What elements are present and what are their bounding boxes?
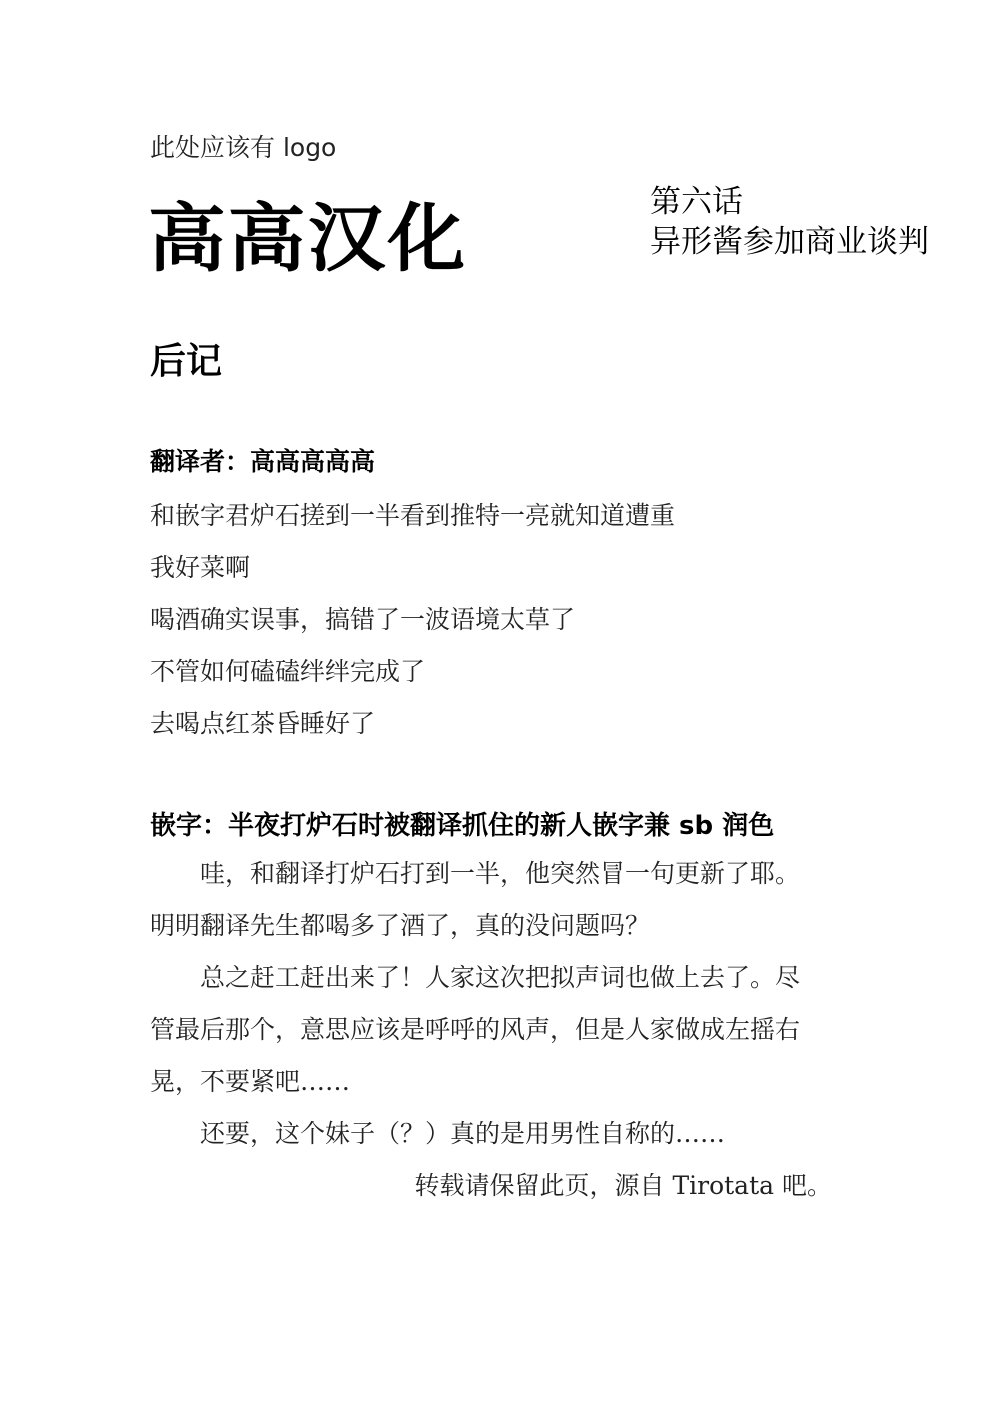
translator-notes xyxy=(150,490,675,750)
paragraph-line: 晃，不要紧吧…… xyxy=(150,1067,351,1096)
afterword-heading: 后记 xyxy=(150,341,223,382)
typesetter-paragraph xyxy=(150,1108,850,1160)
translator-line: 和嵌字君炉石搓到一半看到推特一亮就知道遭重 xyxy=(150,501,676,530)
typesetter-paragraph xyxy=(150,848,850,952)
translator-line: 喝酒确实误事，搞错了一波语境太草了 xyxy=(150,605,576,634)
typesetter-paragraph xyxy=(150,952,850,1108)
episode-title: 异形酱参加商业谈判 xyxy=(650,224,929,260)
group-name-title: 高高汉化 xyxy=(148,196,468,282)
paragraph-line: 总之赶工赶出来了！人家这次把拟声词也做上去了。尽 xyxy=(200,963,801,992)
episode-number: 第六话 xyxy=(650,184,743,220)
paragraph-line: 哇，和翻译打炉石打到一半，他突然冒一句更新了耶。 xyxy=(200,859,801,888)
paragraph-line: 管最后那个，意思应该是呼呼的风声，但是人家做成左摇右 xyxy=(150,1015,801,1044)
translator-line: 我好菜啊 xyxy=(150,553,251,582)
paragraph-line: 明明翻译先生都喝多了酒了，真的没问题吗？ xyxy=(150,911,651,940)
typesetter-heading: 嵌字：半夜打炉石时被翻译抓住的新人嵌字兼 sb 润色 xyxy=(150,811,775,841)
translator-heading: 翻译者：高高高高高 xyxy=(150,447,376,476)
translator-line: 去喝点红茶昏睡好了 xyxy=(150,709,376,738)
paragraph-line: 还要，这个妹子（？）真的是用男性自称的…… xyxy=(200,1119,726,1148)
episode-info xyxy=(650,182,929,262)
translator-line: 不管如何磕磕绊绊完成了 xyxy=(150,657,426,686)
logo-placeholder-note: 此处应该有 logo xyxy=(150,133,337,162)
repost-credit: 转载请保留此页，源自 Tirotata 吧。 xyxy=(414,1171,832,1200)
